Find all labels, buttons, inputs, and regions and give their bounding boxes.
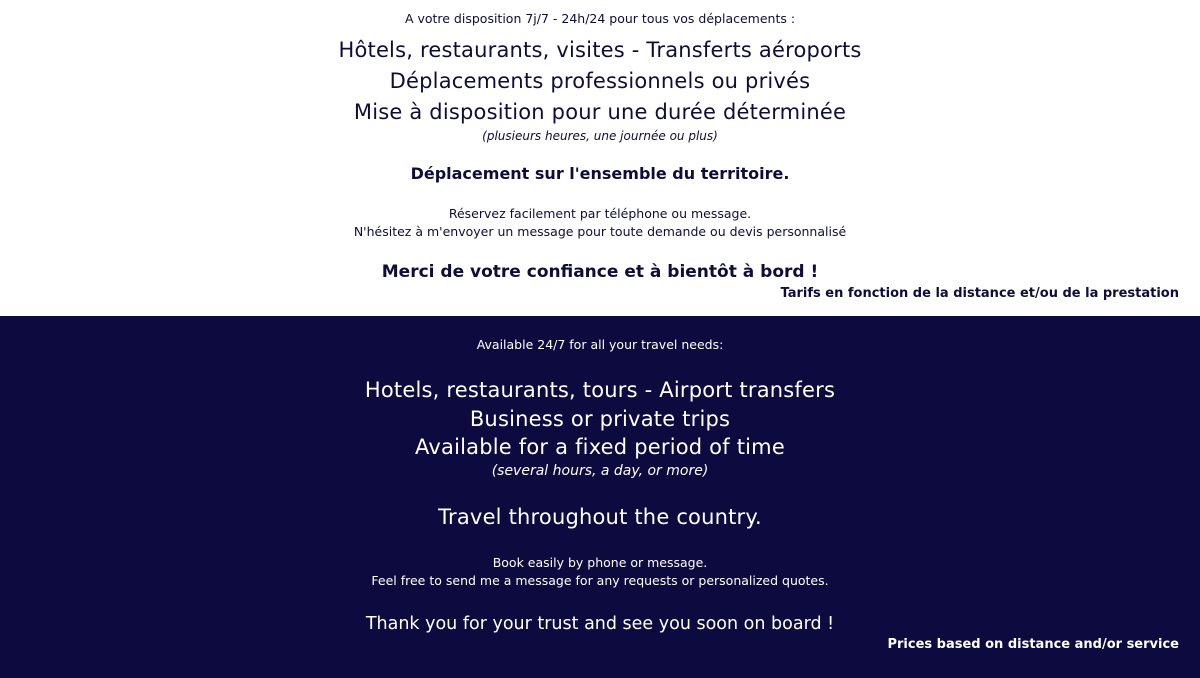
- french-service-line-2: Déplacements professionnels ou privés: [389, 69, 811, 93]
- english-coverage: Travel throughout the country.: [438, 505, 762, 529]
- english-booking-line-2: Feel free to send me a message for any requests or personalized quotes.: [371, 573, 829, 588]
- french-duration-note: (plusieurs heures, une journée ou plus): [482, 129, 718, 143]
- french-service-line-3: Mise à disposition pour une durée déterminée: [353, 100, 847, 124]
- english-thanks: Thank you for your trust and see you soon on board !: [365, 614, 835, 634]
- french-intro: A votre disposition 7j/7 - 24h/24 pour tous vos déplacements :: [404, 11, 796, 26]
- french-service-line-1: Hôtels, restaurants, visites - Transferts aéroports: [338, 38, 862, 62]
- french-booking-line-2: N'hésitez à m'envoyer un message pour toute demande ou devis personnalisé: [353, 224, 847, 239]
- english-intro: Available 24/7 for all your travel needs:: [476, 337, 724, 352]
- french-coverage: Déplacement sur l'ensemble du territoire.: [410, 164, 790, 183]
- english-booking-line-1: Book easily by phone or message.: [492, 555, 708, 570]
- english-section: [0, 316, 1200, 678]
- english-service-line-2: Business or private trips: [469, 407, 731, 431]
- french-booking-line-1: Réservez facilement par téléphone ou message.: [448, 206, 752, 221]
- english-service-line-1: Hotels, restaurants, tours - Airport transfers: [364, 378, 836, 402]
- english-pricing-note: Prices based on distance and/or service: [887, 637, 1179, 652]
- french-section: [0, 0, 1200, 316]
- english-duration-note: (several hours, a day, or more): [491, 463, 709, 479]
- french-thanks: Merci de votre confiance et à bientôt à bord !: [381, 262, 819, 282]
- french-pricing-note: Tarifs en fonction de la distance et/ou de la prestation: [780, 286, 1179, 301]
- english-service-line-3: Available for a fixed period of time: [415, 435, 785, 459]
